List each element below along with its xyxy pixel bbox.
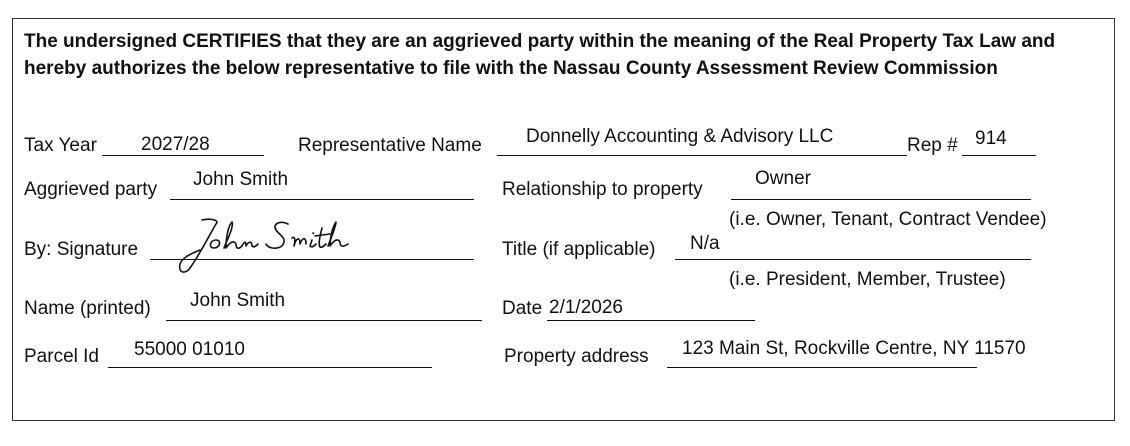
date-label: Date [502, 298, 543, 319]
representative-name-value[interactable]: Donnelly Accounting & Advisory LLC [526, 126, 834, 147]
parcel-id-underline [108, 367, 432, 368]
property-address-value[interactable]: 123 Main St, Rockville Centre, NY 11570 [682, 338, 1026, 359]
tax-year-label: Tax Year [24, 135, 97, 156]
property-address-label: Property address [504, 346, 649, 367]
title-value[interactable]: N/a [690, 233, 720, 254]
date-underline [547, 320, 755, 321]
name-printed-label: Name (printed) [24, 298, 151, 319]
aggrieved-party-label: Aggrieved party [24, 179, 158, 200]
name-printed-value[interactable]: John Smith [190, 290, 286, 311]
relationship-value[interactable]: Owner [755, 168, 811, 189]
relationship-label: Relationship to property [502, 179, 703, 200]
relationship-hint: (i.e. Owner, Tenant, Contract Vendee) [729, 209, 1047, 230]
rep-number-underline [962, 155, 1036, 156]
handwritten-signature [176, 214, 358, 278]
tax-year-value[interactable]: 2027/28 [141, 134, 210, 155]
date-value[interactable]: 2/1/2026 [549, 297, 623, 318]
title-label: Title (if applicable) [502, 239, 656, 260]
parcel-id-label: Parcel Id [24, 346, 99, 367]
rep-number-label: Rep # [907, 135, 958, 156]
representative-name-underline [497, 155, 907, 156]
parcel-id-value[interactable]: 55000 01010 [134, 339, 245, 360]
representative-name-label: Representative Name [298, 135, 482, 156]
signature-label: By: Signature [24, 239, 139, 260]
certification-line-2: hereby authorizes the below representative to file with the Nassau County Assessment Review Commission [24, 58, 998, 79]
rep-number-value[interactable]: 914 [975, 128, 1007, 149]
aggrieved-party-value[interactable]: John Smith [193, 169, 289, 190]
certification-statement [24, 28, 1055, 82]
aggrieved-party-underline [170, 199, 474, 200]
name-printed-underline [166, 320, 482, 321]
tax-year-underline [102, 155, 264, 156]
title-hint: (i.e. President, Member, Trustee) [729, 269, 1006, 290]
property-address-underline [667, 367, 977, 368]
title-underline [675, 259, 1031, 260]
certification-line-1: The undersigned CERTIFIES that they are an aggrieved party within the meaning of the Real Property Tax Law and [24, 31, 1056, 52]
relationship-underline [731, 199, 1031, 200]
